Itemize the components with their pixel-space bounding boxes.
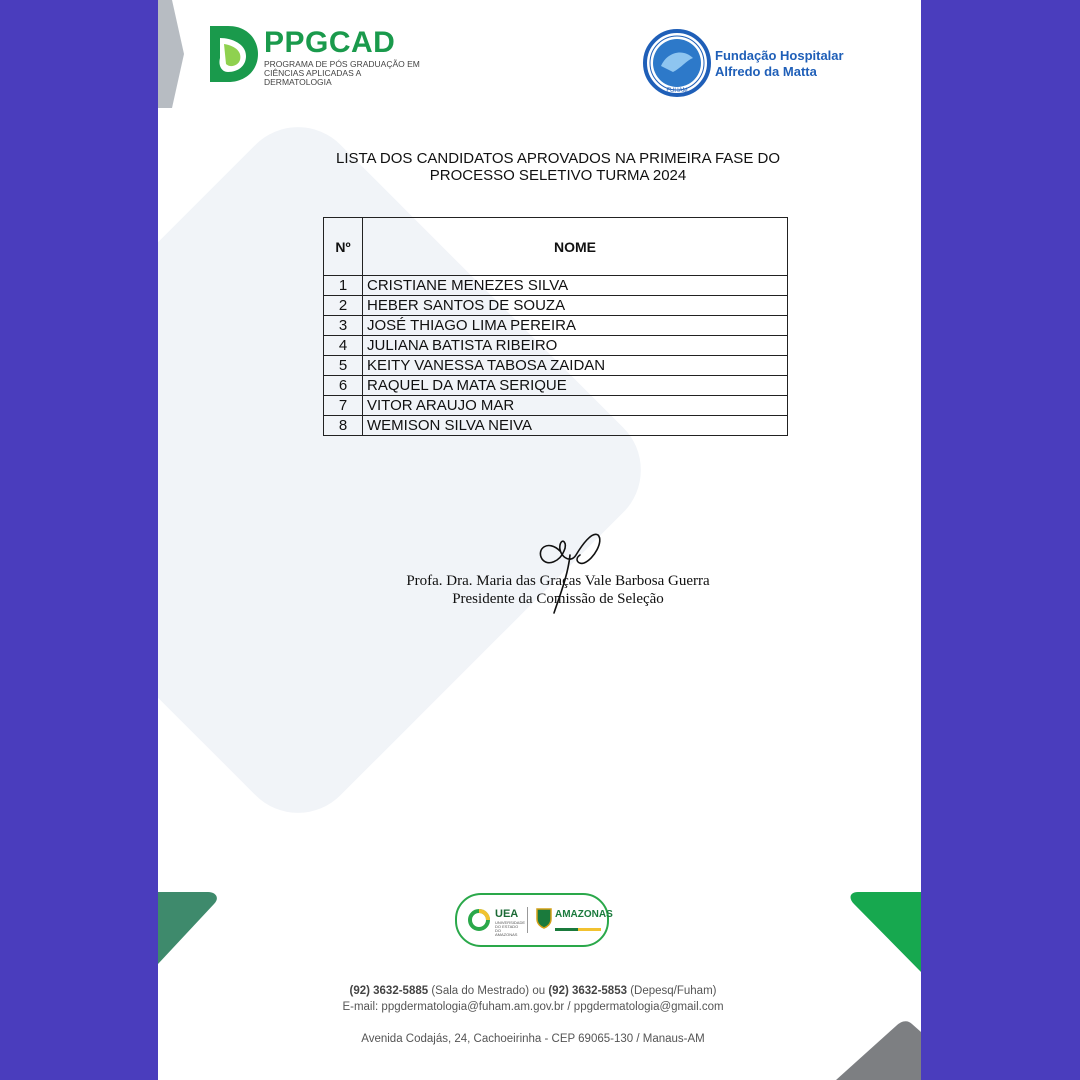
column-header-number: Nº — [324, 218, 363, 276]
fuham-name — [715, 48, 865, 80]
footer-phone1: (92) 3632-5885 — [349, 985, 429, 997]
footer-phone1-note: (Sala do Mestrado) ou — [431, 985, 546, 997]
candidates-table — [323, 217, 788, 436]
footer-contact — [158, 983, 908, 1015]
amazonas-underline — [555, 928, 601, 931]
table-row — [324, 376, 788, 396]
row-name: RAQUEL DA MATA SERIQUE — [363, 376, 788, 396]
ppgcad-subtitle-line1: PROGRAMA DE PÓS GRADUAÇÃO EM — [264, 59, 420, 69]
table-row — [324, 416, 788, 436]
amazonas-crest-icon — [535, 907, 553, 929]
signatory-role: Presidente da Comissão de Seleção — [452, 591, 664, 607]
row-name: JULIANA BATISTA RIBEIRO — [363, 336, 788, 356]
signature-block — [348, 572, 768, 608]
table-row — [324, 396, 788, 416]
row-number: 8 — [324, 416, 363, 436]
footer-address: Avenida Codajás, 24, Cachoeirinha - CEP 69065-130 / Manaus-AM — [361, 1033, 705, 1045]
row-name: KEITY VANESSA TABOSA ZAIDAN — [363, 356, 788, 376]
row-name: VITOR ARAUJO MAR — [363, 396, 788, 416]
row-name: CRISTIANE MENEZES SILVA — [363, 276, 788, 296]
signatory-name: Profa. Dra. Maria das Graças Vale Barbosa Guerra — [406, 573, 710, 589]
table-row — [324, 276, 788, 296]
row-name: JOSÉ THIAGO LIMA PEREIRA — [363, 316, 788, 336]
sponsor-divider — [527, 907, 528, 933]
fuham-name-line2: Alfredo da Matta — [715, 64, 817, 79]
ppgcad-logo — [206, 22, 421, 87]
background-diamond-shape — [158, 102, 666, 837]
fuham-seal-icon — [643, 28, 711, 98]
footer-phones — [158, 983, 908, 999]
table-row — [324, 316, 788, 336]
amazonas-label: AMAZONAS — [555, 909, 613, 920]
fuham-seal-text: FUHAM — [666, 88, 688, 94]
document-title-line2: PROCESSO SELETIVO TURMA 2024 — [429, 167, 687, 184]
fuham-logo — [643, 28, 863, 102]
row-number: 4 — [324, 336, 363, 356]
ppgcad-subtitle-line2: CIÊNCIAS APLICADAS A DERMATOLOGIA — [264, 68, 361, 87]
row-name: WEMISON SILVA NEIVA — [363, 416, 788, 436]
fuham-name-line1: Fundação Hospitalar — [715, 48, 844, 63]
document-title — [158, 150, 921, 184]
footer-email: E-mail: ppgdermatologia@fuham.am.gov.br / ppgdermatologia@gmail.com — [342, 1001, 724, 1013]
corner-shape-right — [850, 892, 921, 972]
row-number: 5 — [324, 356, 363, 376]
uea-icon — [467, 908, 491, 932]
ppgcad-emblem-icon — [206, 24, 260, 84]
sponsor-badge — [455, 893, 613, 947]
row-number: 1 — [324, 276, 363, 296]
document-title-line1: LISTA DOS CANDIDATOS APROVADOS NA PRIMEIRA FASE DO — [335, 150, 780, 167]
ppgcad-subtitle — [264, 60, 424, 87]
corner-shape-left — [158, 892, 218, 967]
uea-label: UEA — [495, 908, 519, 920]
footer-phone2-note: (Depesq/Fuham) — [630, 985, 717, 997]
corner-shape-bottom — [836, 1020, 921, 1080]
gray-edge-tab — [158, 0, 184, 108]
row-number: 3 — [324, 316, 363, 336]
table-header-row — [324, 218, 788, 276]
uea-subtitle: UNIVERSIDADE DO ESTADO DO AMAZONAS — [495, 920, 526, 937]
table-row — [324, 296, 788, 316]
row-number: 6 — [324, 376, 363, 396]
footer-phone2: (92) 3632-5853 — [548, 985, 627, 997]
column-header-name: NOME — [363, 218, 788, 276]
row-name: HEBER SANTOS DE SOUZA — [363, 296, 788, 316]
ppgcad-title: PPGCAD — [264, 26, 396, 59]
table-row — [324, 356, 788, 376]
row-number: 2 — [324, 296, 363, 316]
row-number: 7 — [324, 396, 363, 416]
table-row — [324, 336, 788, 356]
document-page — [158, 0, 921, 1080]
